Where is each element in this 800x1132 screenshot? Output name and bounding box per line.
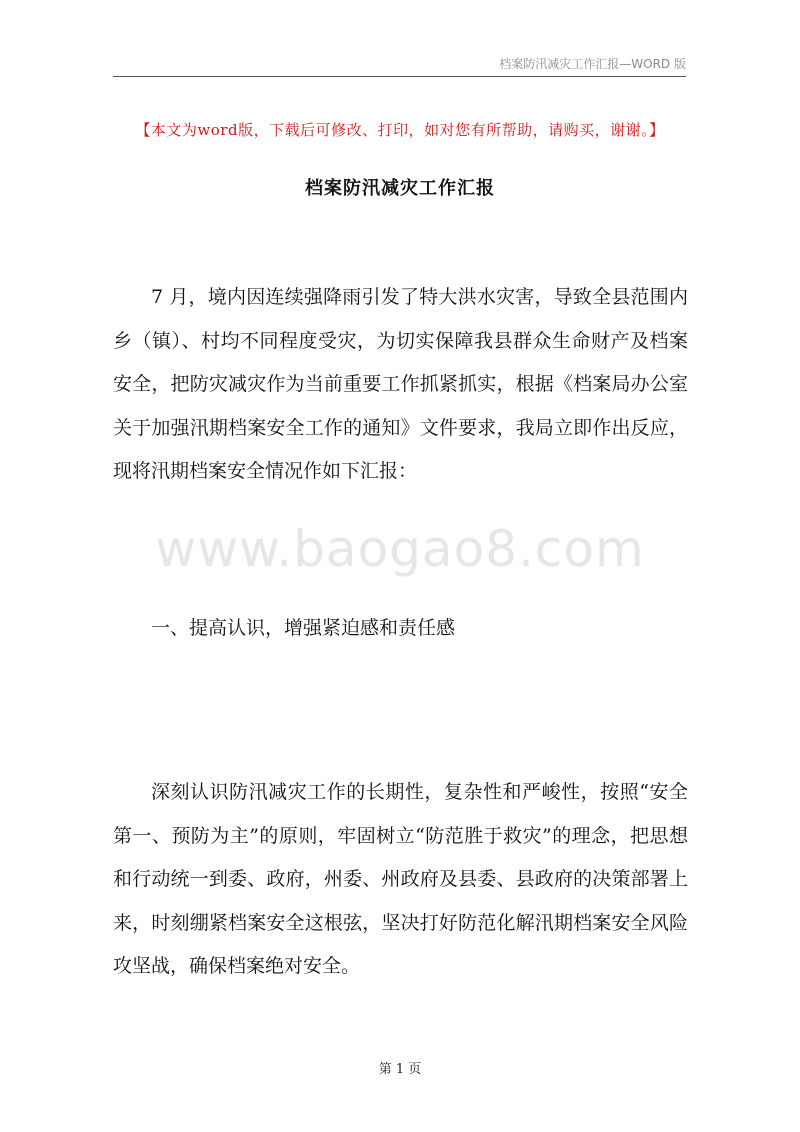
body-paragraph: 深刻认识防汛减灾工作的长期性，复杂性和严峻性，按照“安全第一、预防为主”的原则，牢固树立“防范胜于救灾”的理念，把思想和行动统一到委、政府，州委、州政府及县委、县政府的决策部署上来，时刻绷紧档案安全这根弦，坚决打好防范化解汛期档案安全风险攻坚战，确保档案绝对安全。 xyxy=(113,781,688,977)
purchase-notice: 【本文为word版，下载后可修改、打印，如对您有所帮助，请购买，谢谢。】 xyxy=(135,121,665,139)
page-number: 第 1 页 xyxy=(378,1062,422,1077)
section-heading: 一、提高认识，增强紧迫感和责任感 xyxy=(151,617,456,639)
header-divider xyxy=(113,76,686,77)
watermark: www.baogao8.com xyxy=(155,520,645,578)
running-header: 档案防汛减灾工作汇报—WORD 版 xyxy=(499,57,686,71)
document-title: 档案防汛减灾工作汇报 xyxy=(305,178,495,199)
intro-paragraph: 7 月，境内因连续强降雨引发了特大洪水灾害，导致全县范围内乡（镇）、村均不同程度受灾，为切实保障我县群众生命财产及档案安全，把防灾减灾作为当前重要工作抓紧抓实，根据《档案局办公室关于加强汛期档案安全工作的通知》文件要求，我局立即作出反应，现将汛期档案安全情况作如下汇报： xyxy=(113,286,688,482)
